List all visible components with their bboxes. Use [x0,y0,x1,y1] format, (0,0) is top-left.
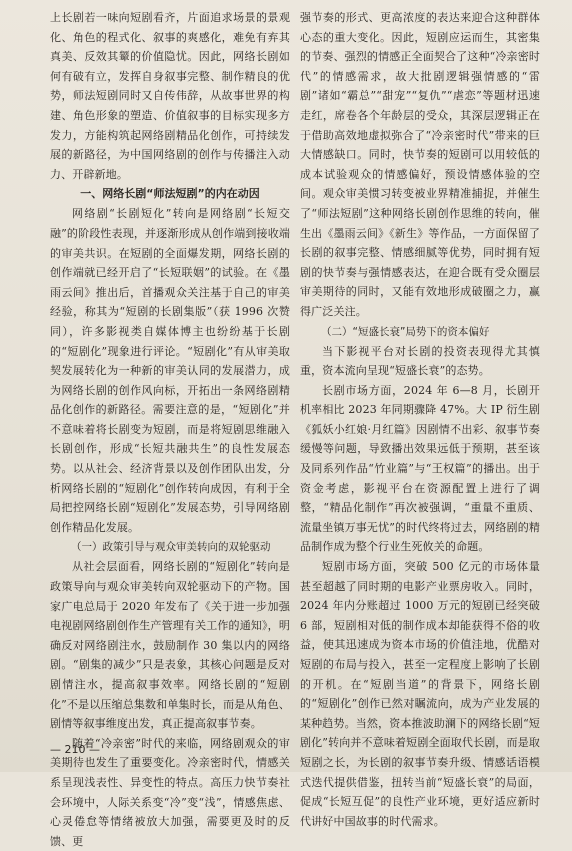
paragraph-section-1: 网络剧“长剧短化”转向是网络剧“长短交融”的阶段性表现，并逐渐形成从创作端到接收端的审美共识。在短剧的全面爆发期，网络长剧的创作端就已经开启了“长短联姻”的试验。在《墨雨云间》推出后，首播观众关注基于自己的审美经验，称其为“短剧的长剧集版”（获 1996 次赞同），许多影视类自媒体博主也纷纷基于长剧的“短剧化”现象进行评论。“短剧化”有从审美取契发展转化为一种新的审美认同的发展潜力，成为网络长剧的创作风向标，开拓出一条网络剧精品化创作的新路径。需要注意的是，“短剧化”并不意味着将长剧变为短剧，而是将短剧思维融入长剧创作，形成“长短共融共生”的良性发展态势。以从社会、经济背景以及创作团队出发，分析网络长剧的“短剧化”创作转向成因，有利于全局把控网络长剧“短剧化”发展态势，引导网络剧创作精品化发展。 [50,207,290,534]
paragraph-opening: 上长剧若一味向短剧看齐，片面追求场景的景观化、角色的程式化、叙事的爽感化，难免有弃其真美、反效其颦的价值隐忧。因此，网络长剧如何有破有立，发挥自身叙事完整、制作精良的优势，师法短剧同时又自传伟辞，从故事世界的构建、角色形象的塑造、价值叙事的目标实现多方发力，方能构筑起网络剧精品化创作，可持续发展的新路径，为中国网络剧的创作与传播注入动力、开辟新地。 [50,11,290,181]
paragraph-short-drama-market: 短剧市场方面，突破 500 亿元的市场体量甚至超越了同时期的电影产业票房收入。同时，2024 年内分账超过 1000 万元的短剧已经突破 6 部，短剧相对低的制作成本却能获得不俗的收益，使其迅速成为资本市场的价值洼地，优酷对短剧的布局与投入，甚至一定程度上影响了长剧的开机。在“短剧当道”的背景下，网络长剧的“短剧化”创作已然对瞩流向，成为产业发展的某种趋势。当然，资本推波助澜下的网络长剧“短剧化”转向并不意味着短剧全面取代长剧，而是取短剧之长，为长剧的叙事节奏升级、情感话语模式迭代提供借鉴，扭转当前“短盛长衰”的局面，促成“长短互促”的良性产业环境，更好适应新时代讲好中国故事的时代需求。 [300,560,540,828]
left-column [50,8,290,851]
subsection-heading-1: （一）政策引导与观众审美转向的双轮驱动 [71,541,271,554]
paragraph-continuation: 强节奏的形式、更高浓度的表达来迎合这种群体心态的重大变化。因此，短剧应运而生，其密集的节奏、强烈的情感正全面契合了这种“冷亲密时代”的情感需求，故大批剧逻辑强情感的“雷剧”诸如“霸总”“甜宠”“复仇”“虐恋”等题材迅速走红，席卷各个年龄层的受众，其深层逻辑正在于借助高效地虚拟弥合了“冷亲密时代”带来的巨大情感缺口。同时，快节奏的短剧可以用较低的成本试验观众的情感偏好，预设情感体验的空间。观众审美惯习转变被业界精准捕捉，并催生了“师法短剧”这种网络长剧创作思维的转向，催生出《墨雨云间》《新生》等作品，一方面保留了长剧的叙事完整、情感细腻等优势，同时拥有短剧的快节奏与强情感表达，在迎合既有受众圈层审美期待的同时，又能有效地形成破圈之力，赢得广泛关注。 [300,11,540,318]
paragraph-capital-intro: 当下影视平台对长剧的投资表现得尤其慎重，资本流向呈现“短盛长衰”的态势。 [300,344,540,378]
section-heading-1: 一、网络长剧“师法短剧”的内在动因 [80,187,260,201]
subsection-heading-2: （二）“短盛长衰”局势下的资本偏好 [321,325,490,338]
paragraph-cold-intimacy: 随着“冷亲密”时代的来临，网络剧观众的审美期待也发生了重要变化。冷亲密时代，情感关系呈现浅表性、异变性的特点。高压力快节奏社会环境中，人际关系变“冷”变“浅”，情感焦虑、心灵倦怠等情绪被放大加强，需要更及时的反馈、更 [50,736,290,848]
paragraph-long-drama-market: 长剧市场方面，2024 年 6—8 月，长剧开机率相比 2023 年同期骤降 47%。大 IP 衍生剧《狐妖小红娘·月红篇》因剧情不出彩、叙事节奏缓慢等问题，导致播出效果远低于预期，甚至该及同系列作品“竹业篇”与“王权篇”的播出。出于资金考虑，影视平台在资源配置上进行了调整，“精品化制作”再次被强调，“重量不重质、流量坐镇万事无忧”的时代终将过去，网络剧的精品制作成为整个行业生死攸关的命题。 [300,383,540,554]
paragraph-policy: 从社会层面看，网络长剧的“短剧化”转向是政策导向与观众审美转向双轮驱动下的产物。国家广电总局于 2020 年发布了《关于进一步加强电视剧网络剧创作生产管理有关工作的通知》，明确反对网络剧注水，鼓励制作 30 集以内的网络剧。“剧集的减少”只是表象，其核心问题是反对剧情注水，提高叙事效率。网络长剧的“短剧化”不是以压缩总集数和单集时长，而是从角色、剧情等叙事维度出发，真正提高叙事节奏。 [50,560,290,731]
page-number: — 210 — [50,743,100,756]
right-column [300,8,540,831]
